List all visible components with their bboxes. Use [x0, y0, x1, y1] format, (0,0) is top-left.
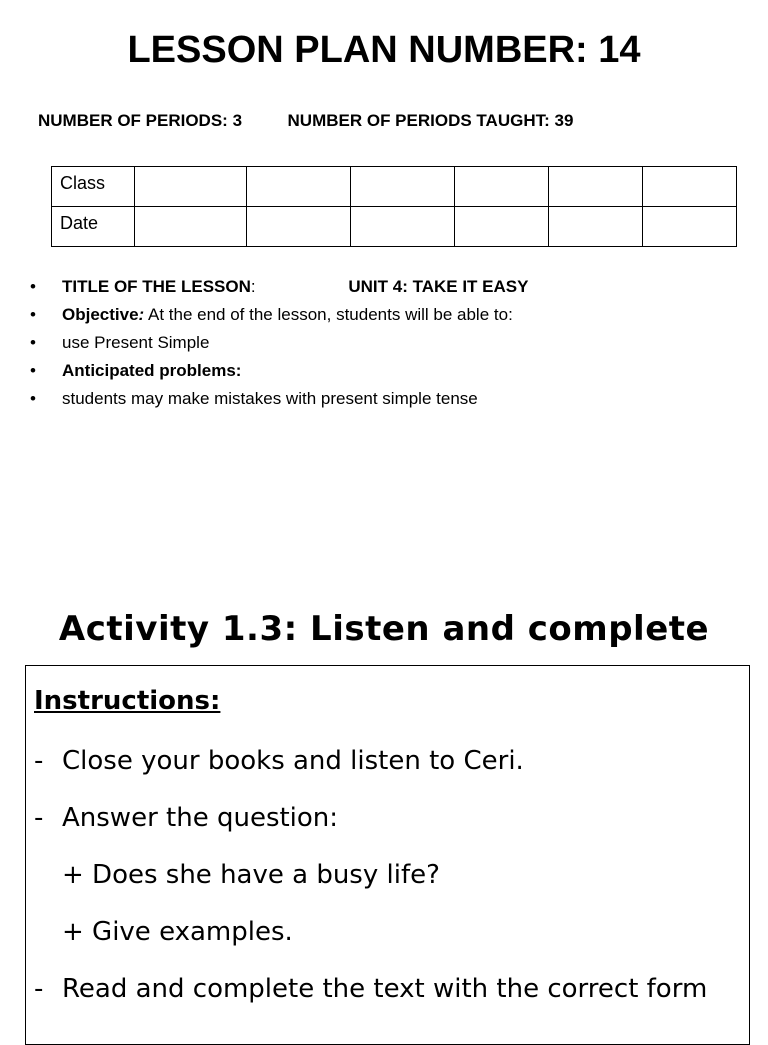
instruction-text: Answer the question:: [62, 803, 339, 833]
instruction-text: Read and complete the text with the correct form: [62, 974, 708, 1004]
list-item-title: [30, 275, 528, 303]
objective-label: Objective: [62, 305, 139, 324]
instruction-text: Close your books and listen to Ceri.: [62, 746, 524, 776]
list-item-skill: [30, 331, 528, 359]
instructions-box: [25, 665, 750, 1045]
instructions-heading: Instructions:: [34, 686, 221, 716]
title-colon: :: [250, 277, 256, 296]
instruction-subline: + Give examples.: [62, 917, 293, 947]
class-row-label: Class: [52, 167, 135, 207]
table-row: [52, 207, 737, 247]
bullet-icon: •: [30, 361, 36, 380]
instruction-line: [34, 744, 524, 778]
list-item-problem-detail: [30, 387, 528, 415]
periods-taught-label: NUMBER OF PERIODS TAUGHT:: [287, 111, 550, 130]
table-cell: [643, 207, 737, 247]
bullet-icon: •: [30, 277, 36, 296]
instruction-line: [34, 972, 707, 1006]
table-cell: [135, 207, 247, 247]
problems-label: Anticipated problems:: [62, 361, 242, 380]
table-cell: [549, 167, 643, 207]
periods-label: NUMBER OF PERIODS:: [38, 111, 228, 130]
table-cell: [351, 207, 455, 247]
table-cell: [247, 167, 351, 207]
bullet-icon: •: [30, 389, 36, 408]
bullet-icon: •: [30, 305, 36, 324]
activity-title: Activity 1.3: Listen and complete: [58, 609, 710, 649]
table-cell: [247, 207, 351, 247]
periods-line: [38, 110, 573, 132]
title-label: TITLE OF THE LESSON: [62, 277, 251, 296]
dash-marker: -: [34, 746, 44, 776]
list-item-problems: [30, 359, 528, 387]
lesson-title-value: UNIT 4: TAKE IT EASY: [348, 277, 529, 296]
table-cell: [455, 207, 549, 247]
dash-marker: -: [34, 974, 44, 1004]
date-row-label: Date: [52, 207, 135, 247]
class-date-table: [51, 166, 737, 247]
table-row: [52, 167, 737, 207]
problem-detail-text: students may make mistakes with present simple tense: [62, 389, 478, 408]
objective-colon: :: [138, 305, 145, 324]
table-cell: [549, 207, 643, 247]
table-cell: [455, 167, 549, 207]
dash-marker: -: [34, 803, 44, 833]
list-item-objective: [30, 303, 528, 331]
instruction-subline: + Does she have a busy life?: [62, 860, 440, 890]
table-cell: [135, 167, 247, 207]
instruction-line: [34, 801, 338, 835]
periods-value: 3: [232, 111, 243, 130]
objective-text: At the end of the lesson, students will be able to:: [144, 305, 513, 324]
periods-taught-value: 39: [554, 111, 574, 130]
table-cell: [351, 167, 455, 207]
skill-text: use Present Simple: [62, 333, 210, 352]
lesson-plan-title: LESSON PLAN NUMBER: 14: [127, 29, 641, 71]
bullet-icon: •: [30, 333, 36, 352]
table-cell: [643, 167, 737, 207]
lesson-details-list: [30, 275, 528, 415]
